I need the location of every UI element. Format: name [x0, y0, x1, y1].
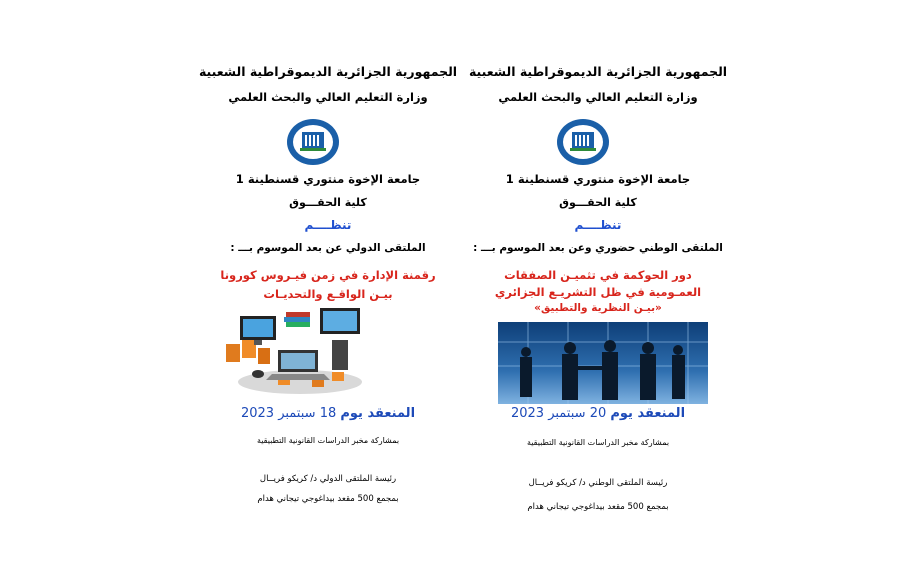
republic-heading: الجمهورية الجزائرية الديموقراطية الشعبية [468, 64, 728, 79]
partnership-note: بمشاركة مخبر الدراسات القانونية التطبيقية [256, 436, 400, 445]
partnership-note: بمشاركة مخبر الدراسات القانونية التطبيقية [526, 438, 670, 447]
business-handshake-photo [498, 322, 708, 404]
event-description: الملتقى الوطني حضوري وعن بعد الموسوم بـــ : [473, 242, 723, 254]
faculty-name: كلية الحقـــوق [289, 196, 367, 209]
date-value: 18 سبتمبر 2023 [240, 406, 337, 421]
venue-line: بمجمع 500 مقعد بيداغوجي تيجاني هدام [527, 502, 669, 512]
university-name: جامعة الإخوة منتوري قسنطينة 1 [235, 172, 421, 186]
date-label: المنعقد يوم [610, 406, 686, 421]
poster-national-conference [468, 0, 728, 573]
date-label: المنعقد يوم [340, 406, 416, 421]
university-logo [556, 118, 610, 166]
conference-chair: رئيسة الملتقى الوطني د/ كريكو فريــال [528, 478, 668, 488]
event-date [198, 406, 458, 421]
university-logo [286, 118, 340, 166]
conference-title-line1: رقمنة الإدارة في زمن فيـروس كورونا [220, 268, 436, 282]
ministry-heading: وزارة التعليم العالي والبحث العلمي [228, 90, 428, 104]
organizes-label: تنظــــم [304, 218, 352, 232]
conference-chair: رئيسة الملتقى الدولي د/ كريكو فريــال [259, 474, 397, 484]
faculty-name: كلية الحقـــوق [559, 196, 637, 209]
conference-title-line1: دور الحوكمة في تثميـن الصفقات [504, 268, 692, 282]
conference-title-line3: «بيـن النظرية والتطبيق» [534, 302, 662, 314]
event-date [468, 406, 728, 421]
date-value: 20 سبتمبر 2023 [510, 406, 607, 421]
organizes-label: تنظــــم [574, 218, 622, 232]
venue-line: بمجمع 500 مقعد بيداغوجي تيجاني هدام [257, 494, 399, 504]
conference-title-line2: العمـومية في ظل التشريـع الجزائري [494, 285, 702, 299]
ministry-heading: وزارة التعليم العالي والبحث العلمي [498, 90, 698, 104]
event-description: الملتقى الدولي عن بعد الموسوم بـــ : [230, 242, 426, 254]
conference-title-line2: بيـن الواقـع والتحديـات [263, 287, 393, 301]
digital-administration-illustration [220, 304, 370, 396]
poster-international-conference [198, 0, 458, 573]
university-name: جامعة الإخوة منتوري قسنطينة 1 [505, 172, 691, 186]
republic-heading: الجمهورية الجزائرية الديموقراطية الشعبية [198, 64, 458, 79]
